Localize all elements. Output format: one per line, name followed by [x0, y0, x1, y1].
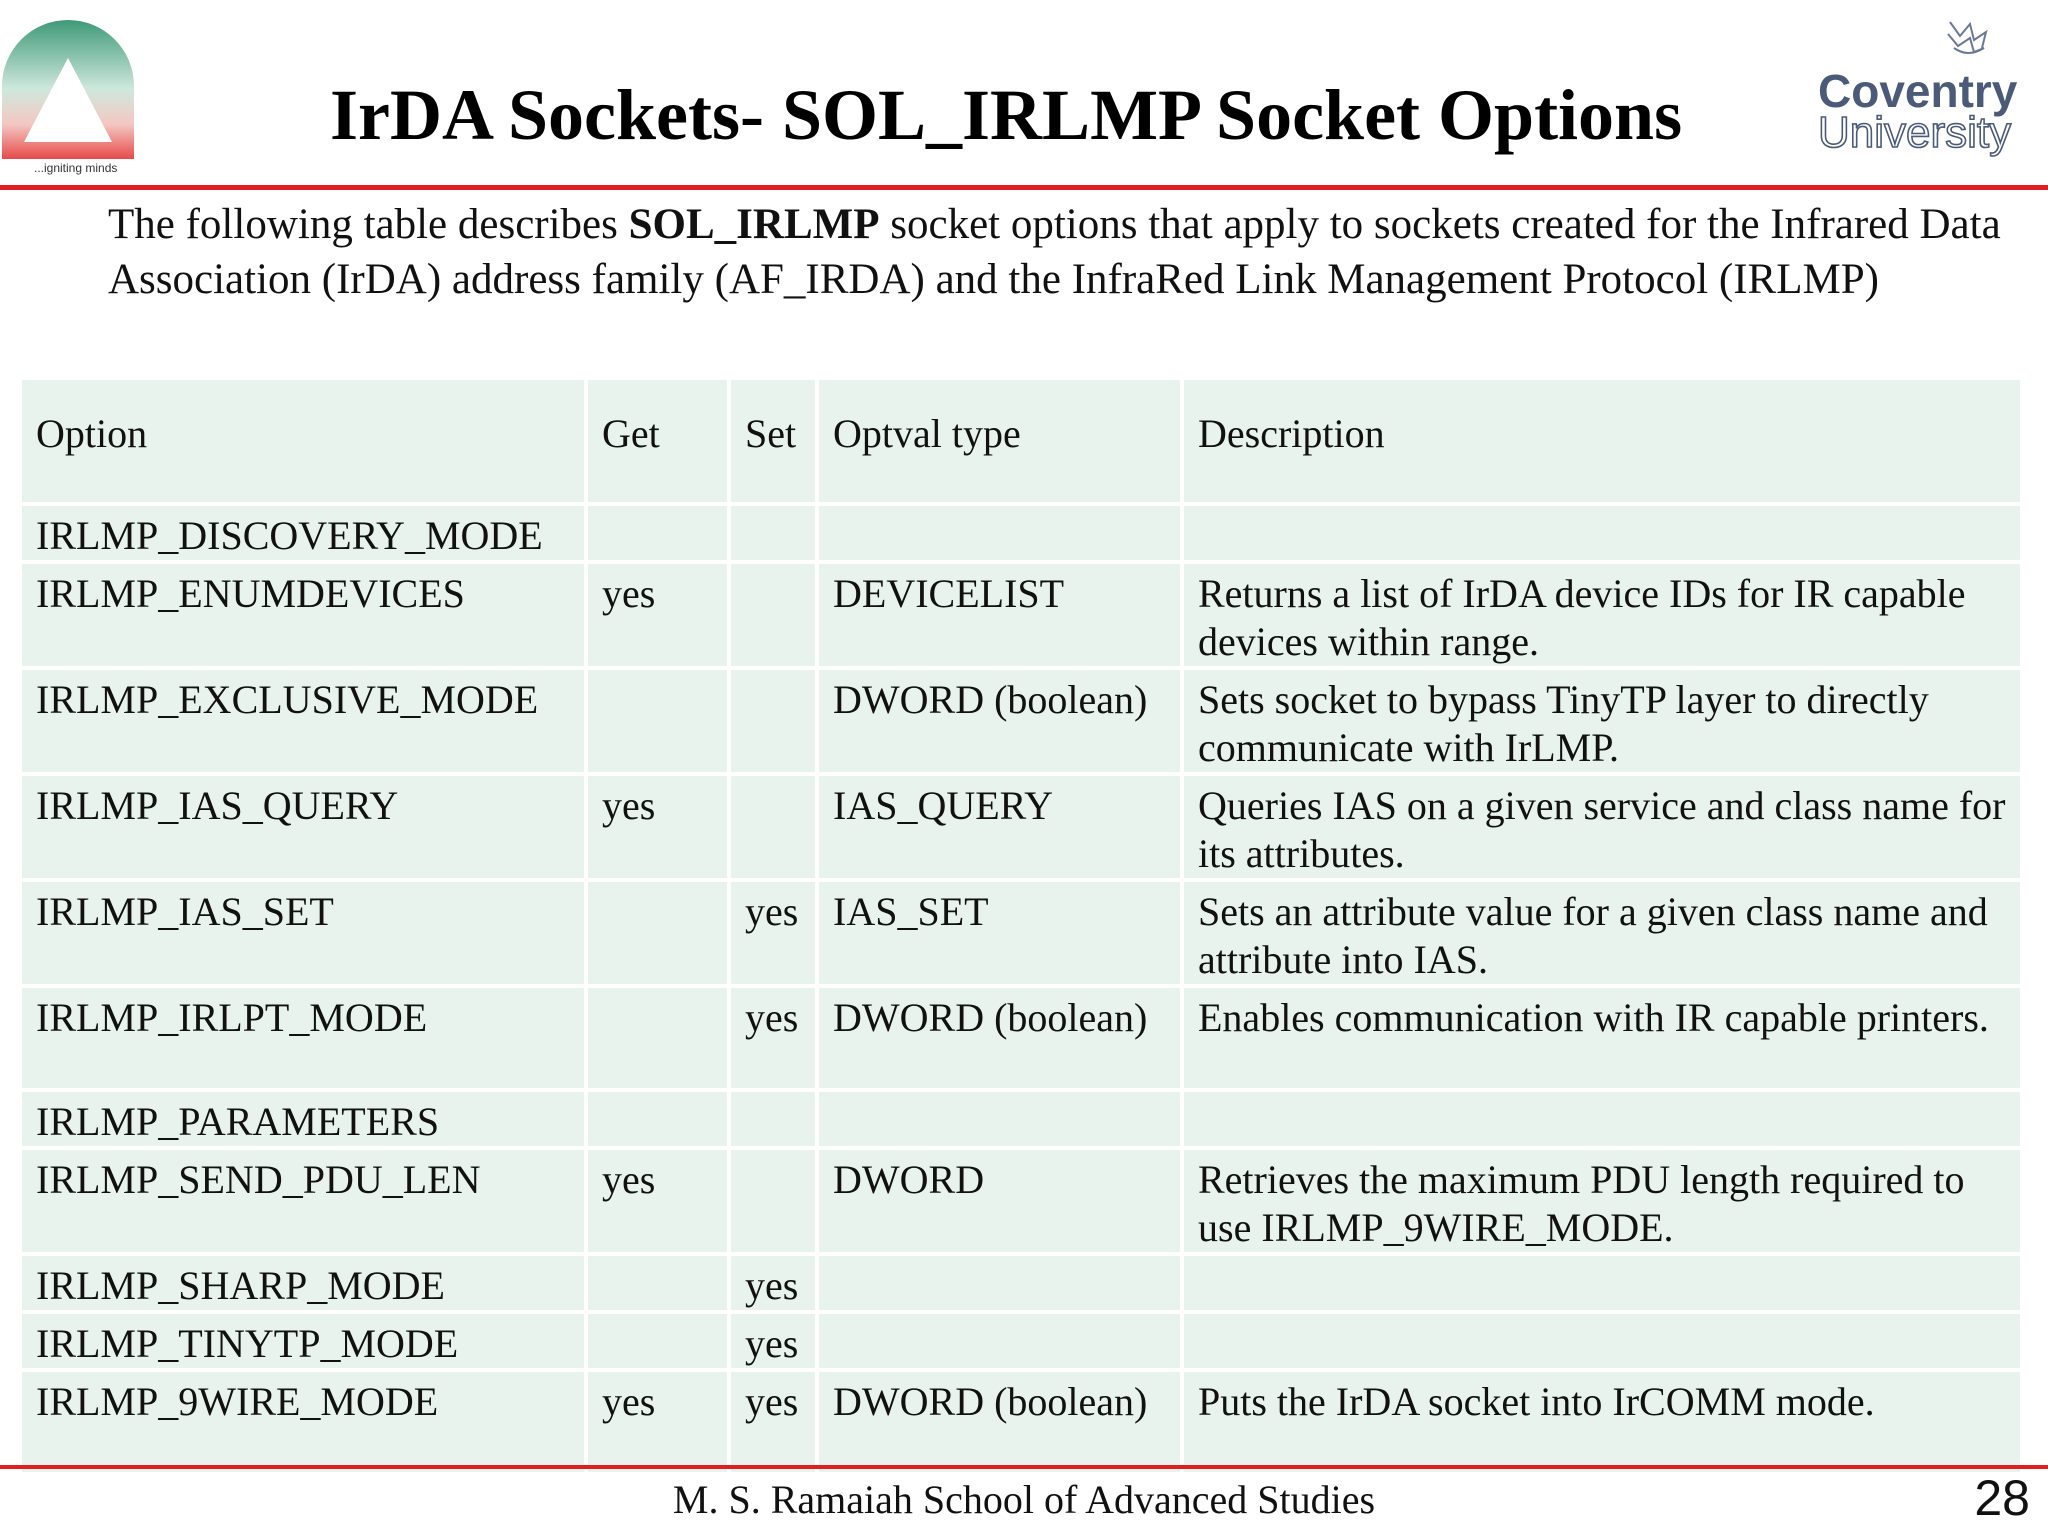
- get-cell: [588, 670, 727, 772]
- table-row: [22, 1314, 2020, 1368]
- description-cell: Sets socket to bypass TinyTP layer to directly communicate with IrLMP.: [1184, 670, 2020, 772]
- optval-cell: [819, 1256, 1180, 1310]
- set-cell: [731, 1092, 815, 1146]
- get-cell: [588, 882, 727, 984]
- table-row: [22, 1092, 2020, 1146]
- description-cell: [1184, 1092, 2020, 1146]
- description-cell: Returns a list of IrDA device IDs for IR capable devices within range.: [1184, 564, 2020, 666]
- option-cell: IRLMP_SEND_PDU_LEN: [22, 1150, 584, 1252]
- header-optval-type: Optval type: [819, 380, 1180, 502]
- option-cell: IRLMP_PARAMETERS: [22, 1092, 584, 1146]
- description-cell: Sets an attribute value for a given class name and attribute into IAS.: [1184, 882, 2020, 984]
- table-row: [22, 882, 2020, 984]
- page-title: IrDA Sockets- SOL_IRLMP Socket Options: [330, 75, 1683, 155]
- set-cell: [731, 1150, 815, 1252]
- set-cell: yes: [731, 988, 815, 1088]
- socket-options-table: [18, 376, 2024, 1476]
- coventry-university-logo: [1808, 12, 2028, 157]
- header-description: Description: [1184, 380, 2020, 502]
- get-cell: [588, 1092, 727, 1146]
- option-cell: IRLMP_DISCOVERY_MODE: [22, 506, 584, 560]
- optval-cell: [819, 1314, 1180, 1368]
- get-cell: yes: [588, 776, 727, 878]
- optval-cell: DWORD: [819, 1150, 1180, 1252]
- set-cell: [731, 670, 815, 772]
- table-row: [22, 1256, 2020, 1310]
- footer-divider: [0, 1465, 2048, 1469]
- option-cell: IRLMP_IRLPT_MODE: [22, 988, 584, 1088]
- header-divider: [0, 185, 2048, 190]
- table-row: [22, 506, 2020, 560]
- table-row: [22, 1150, 2020, 1252]
- header-get: Get: [588, 380, 727, 502]
- optval-cell: DEVICELIST: [819, 564, 1180, 666]
- option-cell: IRLMP_TINYTP_MODE: [22, 1314, 584, 1368]
- intro-paragraph: [108, 197, 2008, 307]
- footer-institution: M. S. Ramaiah School of Advanced Studies: [672, 1477, 1376, 1522]
- get-cell: yes: [588, 564, 727, 666]
- set-cell: yes: [731, 882, 815, 984]
- optval-cell: DWORD (boolean): [819, 988, 1180, 1088]
- option-cell: IRLMP_9WIRE_MODE: [22, 1372, 584, 1472]
- get-cell: [588, 988, 727, 1088]
- description-cell: Puts the IrDA socket into IrCOMM mode.: [1184, 1372, 2020, 1472]
- set-cell: yes: [731, 1372, 815, 1472]
- option-cell: IRLMP_EXCLUSIVE_MODE: [22, 670, 584, 772]
- optval-cell: IAS_SET: [819, 882, 1180, 984]
- table-row: [22, 564, 2020, 666]
- coventry-word: Coventry: [1818, 65, 2018, 117]
- header-set: Set: [731, 380, 815, 502]
- intro-text-1: The following table describes: [108, 201, 629, 248]
- set-cell: [731, 564, 815, 666]
- optval-cell: [819, 506, 1180, 560]
- get-cell: yes: [588, 1150, 727, 1252]
- optval-cell: [819, 1092, 1180, 1146]
- get-cell: [588, 1256, 727, 1310]
- header-option: Option: [22, 380, 584, 502]
- table-row: [22, 776, 2020, 878]
- description-cell: [1184, 1256, 2020, 1310]
- optval-cell: IAS_QUERY: [819, 776, 1180, 878]
- description-cell: Queries IAS on a given service and class name for its attributes.: [1184, 776, 2020, 878]
- optval-cell: DWORD (boolean): [819, 1372, 1180, 1472]
- table-row: [22, 1372, 2020, 1472]
- set-cell: yes: [731, 1256, 815, 1310]
- set-cell: [731, 776, 815, 878]
- option-cell: IRLMP_IAS_QUERY: [22, 776, 584, 878]
- intro-bold-term: SOL_IRLMP: [628, 201, 880, 248]
- university-word: University: [1818, 108, 2012, 157]
- option-cell: IRLMP_ENUMDEVICES: [22, 564, 584, 666]
- table-row: [22, 670, 2020, 772]
- description-cell: Retrieves the maximum PDU length required to use IRLMP_9WIRE_MODE.: [1184, 1150, 2020, 1252]
- option-cell: IRLMP_IAS_SET: [22, 882, 584, 984]
- description-cell: Enables communication with IR capable printers.: [1184, 988, 2020, 1088]
- description-cell: [1184, 506, 2020, 560]
- get-cell: yes: [588, 1372, 727, 1472]
- description-cell: [1184, 1314, 2020, 1368]
- table-row: [22, 988, 2020, 1088]
- phoenix-icon: [1948, 22, 1986, 53]
- table-header-row: [22, 380, 2020, 502]
- logo-tagline: ...igniting minds: [34, 161, 118, 175]
- msrsas-logo: [0, 14, 140, 179]
- option-cell: IRLMP_SHARP_MODE: [22, 1256, 584, 1310]
- get-cell: [588, 1314, 727, 1368]
- get-cell: [588, 506, 727, 560]
- set-cell: [731, 506, 815, 560]
- page-number: 28: [1974, 1470, 2030, 1526]
- optval-cell: DWORD (boolean): [819, 670, 1180, 772]
- set-cell: yes: [731, 1314, 815, 1368]
- intro-text-2: socket options that apply to sockets created for the Infrared Data Association (IrDA) address family (AF_IRDA) and the InfraRed Link Management Protocol (IRLMP): [108, 201, 2001, 303]
